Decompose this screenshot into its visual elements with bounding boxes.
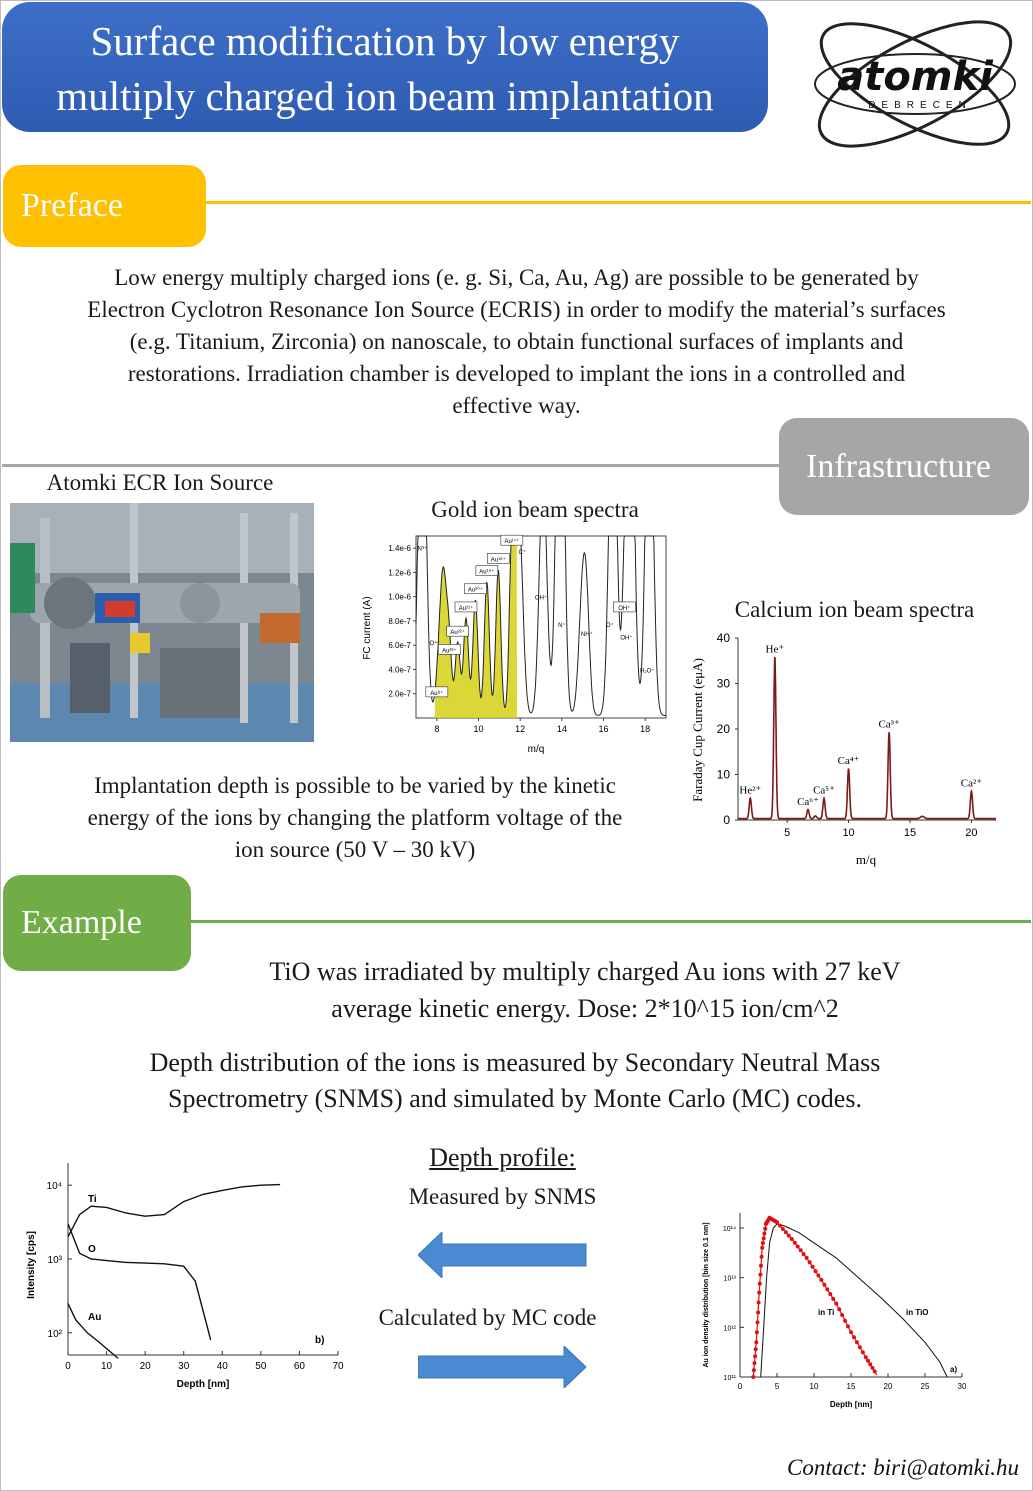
mc-in-ti-marker bbox=[763, 1227, 767, 1231]
snms-xlabel: Depth [nm] bbox=[176, 1379, 230, 1390]
calcium-ytick-label: 10 bbox=[716, 767, 730, 782]
calcium-spectrum-line bbox=[738, 657, 996, 819]
mc-in-ti-marker bbox=[799, 1248, 803, 1252]
snms-xtick-label: 40 bbox=[216, 1361, 228, 1372]
title-line-2: multiply charged ion beam implantation bbox=[56, 73, 714, 119]
mc-in-ti-marker bbox=[796, 1245, 800, 1249]
mc-xtick-label: 15 bbox=[846, 1382, 856, 1391]
example-heading-text: Example bbox=[21, 904, 142, 941]
gold-peak-label: Au²²⁺ bbox=[450, 630, 465, 637]
preface-line: (e.g. Titanium, Zirconia) on nanoscale, to obtain functional surfaces of implants and bbox=[129, 329, 904, 354]
mc-xtick-label: 20 bbox=[883, 1382, 893, 1391]
mc-in-ti-marker bbox=[849, 1330, 853, 1334]
example-line-2: average kinetic energy. Dose: 2*10^15 ion/cm^2 bbox=[331, 994, 839, 1023]
snms-xtick-label: 10 bbox=[101, 1361, 113, 1372]
gold-peak-label: Au²¹⁺ bbox=[458, 605, 474, 612]
right-arrow-icon bbox=[418, 1346, 588, 1388]
mc-in-ti-marker bbox=[756, 1320, 760, 1324]
mc-in-ti-marker bbox=[787, 1234, 791, 1238]
gold-ytick-label: 4.0e-7 bbox=[388, 665, 411, 675]
mc-series-in-tio bbox=[761, 1224, 948, 1377]
mc-in-ti-marker bbox=[752, 1368, 756, 1372]
example-line-1: TiO was irradiated by multiply charged Au ions with 27 keV bbox=[269, 957, 901, 986]
preface-line: Electron Cyclotron Resonance Ion Source (ECRIS) in order to modify the material’s surfaces bbox=[87, 297, 946, 322]
snms-xtick-label: 50 bbox=[255, 1361, 267, 1372]
gold-xtick-label: 8 bbox=[434, 724, 440, 734]
gold-contaminant-label: O⁺ bbox=[605, 623, 614, 629]
gold-contaminant-label: OH⁺ bbox=[534, 595, 548, 602]
mc-panel-label: a) bbox=[950, 1365, 958, 1374]
mc-in-ti-marker bbox=[757, 1291, 761, 1295]
mc-in-ti-marker bbox=[793, 1241, 797, 1245]
snms-xtick-label: 60 bbox=[293, 1361, 305, 1372]
mc-in-ti-marker bbox=[816, 1274, 820, 1278]
contact-info bbox=[787, 1455, 1019, 1481]
gold-xlabel: m/q bbox=[527, 744, 545, 755]
gold-ytick-label: 1.0e-6 bbox=[388, 592, 411, 602]
mc-in-ti-marker bbox=[852, 1335, 856, 1339]
calcium-peak-label: Ca⁴⁺ bbox=[837, 754, 860, 767]
gold-caption: Gold ion beam spectra bbox=[431, 497, 639, 522]
infrastructure-heading bbox=[779, 418, 1029, 515]
mc-in-ti-marker bbox=[761, 1241, 765, 1245]
calcium-xtick-label: 15 bbox=[903, 827, 917, 839]
gold-contaminant-label: O⁴⁺ bbox=[429, 641, 440, 648]
poster-title bbox=[2, 2, 768, 132]
mc-in-ti-marker bbox=[753, 1361, 757, 1365]
gold-contaminant-label: OH⁺ bbox=[620, 635, 633, 642]
mc-series-in-ti bbox=[753, 1218, 877, 1377]
mc-in-ti-marker bbox=[758, 1273, 762, 1277]
mc-in-ti-marker bbox=[846, 1324, 850, 1328]
depth-profile-heading: Depth profile: bbox=[429, 1143, 576, 1172]
calculated-label: Calculated by MC code bbox=[378, 1305, 597, 1330]
mc-xlabel: Depth [nm] bbox=[829, 1400, 873, 1409]
mc-xtick-label: 5 bbox=[774, 1382, 780, 1391]
mc-in-ti-marker bbox=[814, 1269, 818, 1273]
snms-ytick-label: 10² bbox=[47, 1328, 62, 1340]
ecr-ion-source-photo bbox=[10, 503, 314, 742]
mc-ytick-label: 10¹³ bbox=[723, 1275, 736, 1283]
snms-ytick-label: 10⁴ bbox=[46, 1181, 62, 1193]
mc-in-ti-marker bbox=[840, 1313, 844, 1317]
gold-peak-label: Au¹⁹⁺ bbox=[479, 569, 495, 576]
infrastructure-divider bbox=[2, 464, 779, 467]
example-line-3: Depth distribution of the ions is measured by Secondary Neutral Mass bbox=[149, 1048, 881, 1077]
snms-series-ti bbox=[68, 1185, 280, 1237]
mc-in-ti-marker bbox=[754, 1340, 758, 1344]
mc-in-ti-marker bbox=[866, 1359, 870, 1363]
depth-text-line: ion source (50 V – 30 kV) bbox=[234, 837, 476, 862]
gold-ytick-label: 2.0e-7 bbox=[388, 689, 411, 699]
mc-in-ti-marker bbox=[855, 1340, 859, 1344]
mc-in-ti-marker bbox=[802, 1252, 806, 1256]
gold-contaminant-label: N³⁺ bbox=[417, 546, 427, 553]
gold-ytick-label: 8.0e-7 bbox=[388, 616, 411, 626]
mc-in-ti-marker bbox=[754, 1347, 758, 1351]
mc-in-ti-marker bbox=[811, 1265, 815, 1269]
mc-in-ti-marker bbox=[871, 1366, 875, 1370]
mc-in-ti-marker bbox=[834, 1302, 838, 1306]
calcium-caption: Calcium ion beam spectra bbox=[734, 597, 975, 622]
gold-contaminant-label: C⁺ bbox=[518, 550, 526, 557]
calcium-peak-label: Ca⁵⁺ bbox=[813, 784, 835, 797]
preface-line: restorations. Irradiation chamber is developed to implant the ions in a controlled and bbox=[127, 361, 906, 386]
mc-in-ti-marker bbox=[873, 1369, 877, 1373]
calcium-ytick-label: 0 bbox=[723, 813, 730, 827]
mc-in-ti-marker bbox=[753, 1354, 757, 1358]
calcium-ylabel: Faraday Cup Current (eμA) bbox=[690, 658, 705, 802]
contact-email-link[interactable]: biri@atomki.hu bbox=[873, 1455, 1019, 1480]
photo-caption: Atomki ECR Ion Source bbox=[46, 470, 274, 495]
preface-divider bbox=[206, 201, 1031, 204]
calcium-peak-label: He⁺ bbox=[765, 643, 785, 656]
gold-peak-label: Au⁸⁺ bbox=[430, 690, 444, 697]
mc-xtick-label: 30 bbox=[957, 1382, 967, 1391]
series-label-in-tio: in TiO bbox=[906, 1308, 929, 1317]
gold-xtick-label: 10 bbox=[473, 724, 484, 734]
series-label-o: O bbox=[88, 1244, 96, 1255]
left-arrow-icon bbox=[418, 1232, 588, 1278]
mc-in-ti-marker bbox=[760, 1246, 764, 1250]
snms-xtick-label: 0 bbox=[65, 1361, 71, 1372]
gold-xtick-label: 16 bbox=[598, 724, 609, 734]
contact-label: Contact: bbox=[787, 1455, 874, 1480]
mc-in-ti-marker bbox=[784, 1230, 788, 1234]
gold-xtick-label: 12 bbox=[515, 724, 526, 734]
mc-in-ti-marker bbox=[762, 1232, 766, 1236]
mc-in-ti-marker bbox=[762, 1236, 766, 1240]
snms-description bbox=[40, 1045, 990, 1117]
mc-xtick-label: 10 bbox=[809, 1382, 819, 1391]
mc-in-ti-marker bbox=[825, 1287, 829, 1291]
infrastructure-heading-text: Infrastructure bbox=[806, 447, 992, 485]
mc-xtick-label: 25 bbox=[920, 1382, 930, 1391]
gold-contaminant-label: H₂O⁺ bbox=[640, 668, 655, 675]
calcium-ytick-label: 20 bbox=[716, 722, 730, 736]
gold-ytick-label: 1.2e-6 bbox=[388, 568, 411, 578]
series-label-ti: Ti bbox=[88, 1194, 97, 1205]
calcium-spectrum-chart bbox=[686, 630, 1006, 875]
calcium-xlabel: m/q bbox=[855, 852, 877, 867]
series-label-au: Au bbox=[88, 1312, 102, 1323]
mc-in-ti-marker bbox=[808, 1260, 812, 1264]
calcium-peak-label: Ca²⁺ bbox=[960, 777, 983, 790]
mc-depth-chart bbox=[698, 1205, 988, 1415]
gold-ytick-label: 1.4e-6 bbox=[388, 544, 411, 554]
calcium-peak-label: Ca⁶⁺ bbox=[797, 795, 819, 808]
preface-line: Low energy multiply charged ions (e. g. Si, Ca, Au, Ag) are possible to be generated by bbox=[114, 265, 919, 290]
preface-heading bbox=[3, 165, 206, 247]
example-divider bbox=[191, 920, 1031, 923]
mc-in-ti-marker bbox=[837, 1307, 841, 1311]
mc-in-ti-marker bbox=[861, 1350, 865, 1354]
mc-in-ti-marker bbox=[756, 1311, 760, 1315]
gold-contaminant-label: N⁺ bbox=[558, 623, 566, 629]
gold-xtick-label: 14 bbox=[556, 724, 567, 734]
snms-ylabel: Intensity [cps] bbox=[26, 1231, 37, 1299]
measured-label: Measured by SNMS bbox=[408, 1184, 597, 1209]
logo-name: atomki bbox=[837, 54, 993, 100]
preface-heading-text: Preface bbox=[21, 187, 123, 224]
calcium-peak-label: Ca³⁺ bbox=[878, 718, 900, 731]
calcium-xtick-label: 10 bbox=[842, 827, 855, 839]
logo-sub: DEBRECEN bbox=[868, 100, 972, 111]
mc-in-ti-marker bbox=[805, 1256, 809, 1260]
mc-in-ti-marker bbox=[864, 1355, 868, 1359]
mc-in-ti-marker bbox=[819, 1278, 823, 1282]
atomki-logo bbox=[802, 6, 1028, 160]
calcium-ytick-label: 40 bbox=[716, 631, 730, 645]
mc-in-ti-marker bbox=[781, 1227, 785, 1231]
gold-peak-label: OH⁺ bbox=[618, 605, 631, 612]
mc-ylabel: Au ion density distribution [bin size 0.1 nm] bbox=[703, 1222, 710, 1368]
gold-ylabel: FC current (A) bbox=[362, 596, 373, 660]
mc-in-ti-marker bbox=[778, 1224, 782, 1228]
snms-xtick-label: 70 bbox=[332, 1361, 344, 1372]
snms-ytick-label: 10³ bbox=[47, 1255, 62, 1266]
depth-text-line: energy of the ions by changing the platform voltage of the bbox=[87, 805, 623, 830]
mc-in-ti-marker bbox=[790, 1237, 794, 1241]
gold-peak-label: Au¹⁸⁺ bbox=[490, 557, 506, 564]
gold-peak-label: Au²³⁺ bbox=[442, 648, 457, 655]
preface-line: effective way. bbox=[452, 393, 581, 418]
snms-xtick-label: 20 bbox=[139, 1361, 151, 1372]
title-line-1: Surface modification by low energy bbox=[90, 18, 680, 64]
example-description bbox=[150, 953, 1020, 1027]
mc-in-ti-marker bbox=[751, 1375, 755, 1379]
snms-depth-chart bbox=[20, 1155, 350, 1395]
calcium-ytick-label: 30 bbox=[716, 676, 730, 691]
snms-xtick-label: 30 bbox=[178, 1361, 190, 1372]
gold-peak-label: Au²⁰⁺ bbox=[467, 587, 483, 594]
gold-peak-label: Au¹⁷⁺ bbox=[504, 539, 520, 546]
mc-xtick-label: 0 bbox=[737, 1382, 743, 1391]
mc-ytick-label: 10¹² bbox=[723, 1325, 736, 1333]
mc-in-ti-marker bbox=[822, 1283, 826, 1287]
mc-in-ti-marker bbox=[755, 1330, 759, 1334]
mc-in-ti-marker bbox=[759, 1264, 763, 1268]
example-line-4: Spectrometry (SNMS) and simulated by Monte Carlo (MC) codes. bbox=[168, 1084, 862, 1113]
calcium-xtick-label: 5 bbox=[784, 827, 791, 839]
mc-in-ti-marker bbox=[758, 1282, 762, 1286]
mc-in-ti-marker bbox=[760, 1255, 764, 1259]
mc-in-ti-marker bbox=[868, 1362, 872, 1366]
gold-contaminant-label: NH⁺ bbox=[580, 632, 593, 639]
mc-in-ti-marker bbox=[757, 1301, 761, 1305]
mc-in-ti-marker bbox=[775, 1220, 779, 1224]
mc-in-ti-marker bbox=[858, 1345, 862, 1349]
gold-spectrum-chart bbox=[356, 528, 672, 760]
mc-in-ti-marker bbox=[843, 1319, 847, 1323]
calcium-peak-label: He²⁺ bbox=[739, 784, 762, 797]
snms-panel-label: b) bbox=[315, 1335, 325, 1346]
preface-body bbox=[10, 262, 1023, 422]
series-label-in-ti: in Ti bbox=[818, 1308, 835, 1317]
mc-in-ti-marker bbox=[828, 1292, 832, 1296]
mc-in-ti-marker bbox=[831, 1297, 835, 1301]
mc-ytick-label: 10¹¹ bbox=[723, 1375, 736, 1382]
implantation-depth-text bbox=[20, 770, 690, 866]
calcium-xtick-label: 20 bbox=[965, 827, 978, 839]
gold-xtick-label: 18 bbox=[640, 724, 651, 734]
gold-ytick-label: 6.0e-7 bbox=[388, 641, 411, 651]
mc-ytick-label: 10¹⁴ bbox=[722, 1225, 736, 1233]
depth-text-line: Implantation depth is possible to be varied by the kinetic bbox=[94, 773, 616, 798]
